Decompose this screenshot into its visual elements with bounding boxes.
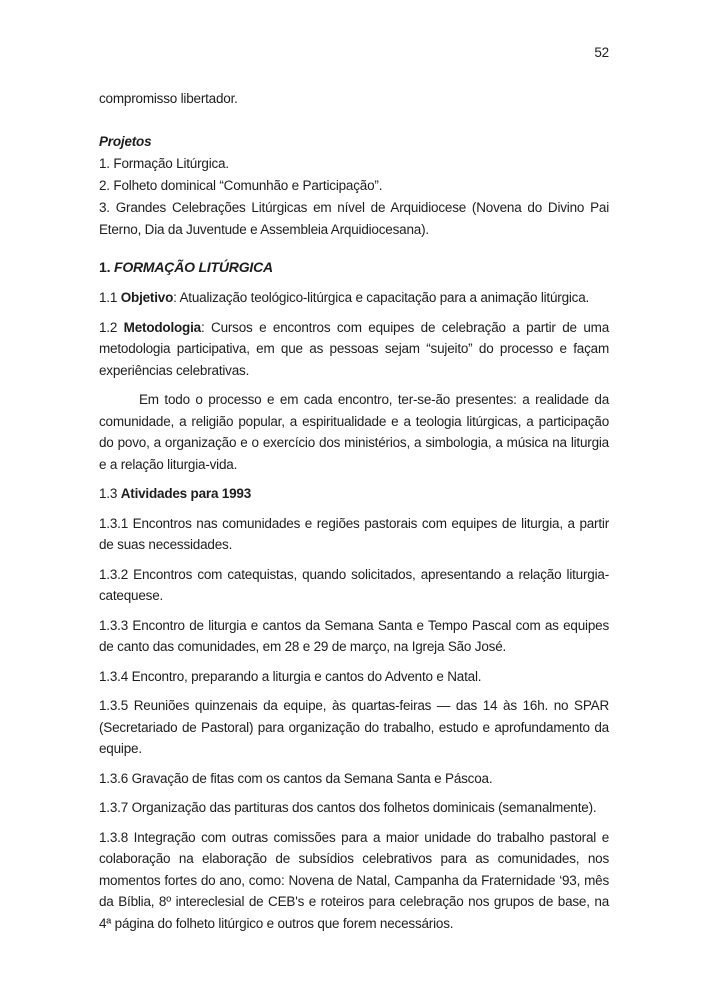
section-title: FORMAÇÃO LITÚRGICA [113, 258, 273, 275]
project-item-1: 1. Formação Litúrgica. [99, 155, 229, 171]
activity-item-5: 1.3.5 Reuniões quinzenais da equipe, às quartas-feiras — das 14 às 16h. no SPAR (Secretariado de Pastoral) para organização do trabalho, estudo e aprofundamento da equipe. [99, 698, 609, 756]
intro-paragraph: compromisso libertador. [99, 91, 238, 106]
atividades-label: Atividades para 1993 [120, 486, 252, 501]
objetivo-label: Objetivo [120, 290, 174, 305]
paragraph-objetivo [99, 287, 609, 309]
metodologia-number: 1.2 [99, 319, 124, 335]
paragraph-metodologia [99, 317, 609, 382]
section-number: 1. [99, 258, 114, 275]
project-item-2: 2. Folheto dominical “Comunhão e Participação”. [99, 177, 383, 193]
paragraph-atividades-heading [99, 483, 609, 505]
paragraph-processo: Em todo o processo e em cada encontro, ter-se-ão presentes: a realidade da comunidade, a religião popular, a espiritualidade e a teologia litúrgicas, a participação do povo, a organização e o exercício dos ministérios, a simbologia, a música na liturgia e a relação liturgia-vida. [99, 392, 609, 472]
page-number: 52 [594, 45, 609, 60]
section-heading [99, 257, 609, 279]
activity-item-8: 1.3.8 Integração com outras comissões para a maior unidade do trabalho pastoral e colaboração na elaboração de subsídios celebrativos para as comunidades, nos momentos fortes do ano, como: Novena de Natal, Campanha da Fraternidade ‘93, mês da Bíblia, 8º intereclesial de CEB's e roteiros para celebração nos grupos de base, na 4ª página do folheto litúrgico e outros que forem necessários. [99, 829, 609, 931]
project-item-3: 3. Grandes Celebrações Litúrgicas em nível de Arquidiocese (Novena do Divino Pai Eterno, Dia da Juventude e Assembleia Arquidiocesana). [99, 199, 609, 237]
metodologia-label: Metodologia [123, 319, 201, 335]
activity-item-1: 1.3.1 Encontros nas comunidades e regiões pastorais com equipes de liturgia, a partir de suas necessidades. [99, 515, 609, 552]
projects-block [99, 131, 609, 241]
objetivo-text: : Atualização teológico-litúrgica e capacitação para a animação litúrgica. [173, 290, 590, 305]
objetivo-number: 1.1 [99, 290, 121, 305]
activity-item-4: 1.3.4 Encontro, preparando a liturgia e cantos do Advento e Natal. [99, 668, 482, 684]
activity-item-7: 1.3.7 Organização das partituras dos cantos dos folhetos dominicais (semanalmente). [99, 800, 597, 815]
atividades-number: 1.3 [99, 486, 121, 501]
activity-item-2: 1.3.2 Encontros com catequistas, quando solicitados, apresentando a relação liturgia-catequese. [99, 566, 609, 603]
activity-item-6: 1.3.6 Gravação de fitas com os cantos da Semana Santa e Páscoa. [99, 770, 493, 786]
metodologia-text: : Cursos e encontros com equipes de celebração a partir de uma metodologia participativa, em que as pessoas sejam “sujeito” do processo e façam experiências celebrativas. [99, 319, 609, 378]
activity-item-3: 1.3.3 Encontro de liturgia e cantos da Semana Santa e Tempo Pascal com as equipes de canto das comunidades, em 28 e 29 de março, na Igreja São José. [99, 617, 609, 654]
projects-heading: Projetos [99, 133, 152, 149]
